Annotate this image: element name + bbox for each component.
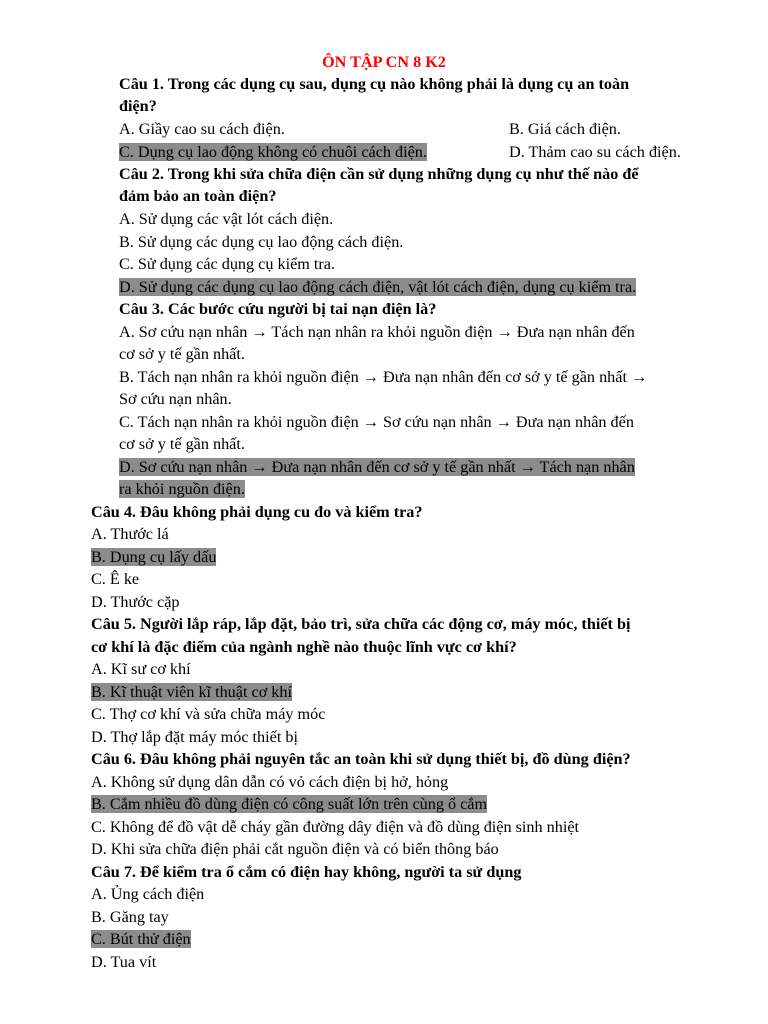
answer-highlight: B. Cắm nhiều đồ dùng điện có công suất lớn trên cùng ổ cắm (91, 795, 488, 813)
question-1-line-1: Câu 1. Trong các dụng cụ sau, dụng cụ nào không phải là dụng cụ an toàn (119, 75, 630, 93)
question-5-line-1: Câu 5. Người lắp ráp, lắp đặt, bảo trì, sửa chữa các động cơ, máy móc, thiết bị (91, 615, 631, 633)
question-6-option-b (91, 793, 487, 815)
question-1-option-a: A. Giầy cao su cách điện. (119, 120, 285, 138)
question-4-option-c: C. Ê ke (91, 570, 140, 588)
question-3-option-b-line-2: Sơ cứu nạn nhân. (119, 390, 232, 408)
question-6-option-c: C. Không để đồ vật dễ cháy gần đường dây điện và đồ dùng điện sinh nhiệt (91, 818, 580, 836)
answer-highlight: C. Dụng cụ lao động không có chuôi cách điện. (119, 143, 427, 161)
question-3-option-c-line-2: cơ sở y tế gần nhất. (119, 435, 245, 453)
question-5-option-d: D. Thợ lắp đặt máy móc thiết bị (91, 728, 298, 746)
question-2-option-b: B. Sử dụng các dụng cụ lao động cách điện. (119, 233, 404, 251)
question-3-option-d-line-2 (119, 478, 245, 500)
question-3-line-1: Câu 3. Các bước cứu người bị tai nạn điện là? (119, 300, 437, 318)
answer-highlight: D. Sử dụng các dụng cụ lao động cách điện, vật lót cách điện, dụng cụ kiểm tra. (119, 278, 637, 296)
question-3-option-a-line-1: A. Sơ cứu nạn nhân → Tách nạn nhân ra khỏi nguồn điện → Đưa nạn nhân đến (119, 323, 635, 341)
question-5-option-b (91, 681, 292, 703)
question-6-option-a: A. Không sử dụng dân dẫn có vỏ cách điện bị hở, hỏng (91, 773, 449, 791)
question-4-option-d: D. Thước cặp (91, 593, 180, 611)
question-4-option-a: A. Thước lá (91, 525, 169, 543)
page-title: ÔN TẬP CN 8 K2 (322, 53, 446, 71)
question-7-option-b: B. Găng tay (91, 908, 169, 926)
answer-highlight: B. Dụng cụ lấy dấu (91, 548, 217, 566)
question-4-option-b (91, 546, 216, 568)
answer-highlight: C. Bút thử điện (91, 930, 191, 948)
question-3-option-a-line-2: cơ sở y tế gần nhất. (119, 345, 245, 363)
question-3-option-d-line-1 (119, 456, 635, 478)
question-2-line-1: Câu 2. Trong khi sửa chữa điện cần sử dụng những dụng cụ như thế nào để (119, 165, 639, 183)
question-2-option-a: A. Sử dụng các vật lót cách điện. (119, 210, 334, 228)
question-1-option-c (119, 141, 427, 163)
question-4-line-1: Câu 4. Đâu không phải dụng cu đo và kiểm tra? (91, 503, 423, 521)
question-1-option-b: B. Giá cách điện. (509, 120, 621, 138)
question-7-option-d: D. Tua vít (91, 953, 157, 971)
question-1-line-2: điện? (119, 97, 157, 115)
question-5-line-2: cơ khí là đặc điểm của ngành nghề nào thuộc lĩnh vực cơ khí? (91, 638, 517, 656)
question-5-option-c: C. Thợ cơ khí và sửa chữa máy móc (91, 705, 326, 723)
question-5-option-a: A. Kĩ sư cơ khí (91, 660, 191, 678)
question-6-option-d: D. Khi sửa chữa điện phải cắt nguồn điện và có biển thông báo (91, 840, 499, 858)
question-2-line-2: đảm bảo an toàn điện? (119, 187, 277, 205)
answer-highlight: D. Sơ cứu nạn nhân → Đưa nạn nhân đến cơ sở y tế gần nhất → Tách nạn nhân (119, 458, 635, 476)
question-2-option-c: C. Sử dụng các dụng cụ kiểm tra. (119, 255, 336, 273)
question-3-option-c-line-1: C. Tách nạn nhân ra khỏi nguồn điện → Sơ cứu nạn nhân → Đưa nạn nhân đến (119, 413, 634, 431)
question-1-option-d: D. Thảm cao su cách điện. (509, 143, 681, 161)
question-7-line-1: Câu 7. Để kiểm tra ổ cắm có điện hay không, người ta sử dụng (91, 863, 522, 881)
answer-highlight: B. Kĩ thuật viên kĩ thuật cơ khí (91, 683, 292, 701)
question-3-option-b-line-1: B. Tách nạn nhân ra khỏi nguồn điện → Đưa nạn nhân đến cơ sở y tế gần nhất → (119, 368, 648, 386)
answer-highlight: ra khỏi nguồn điện. (119, 480, 245, 498)
question-2-option-d (119, 276, 636, 298)
question-6-line-1: Câu 6. Đâu không phải nguyên tắc an toàn khi sử dụng thiết bị, đồ dùng điện? (91, 750, 631, 768)
question-7-option-c (91, 928, 191, 950)
question-7-option-a: A. Ủng cách điện (91, 885, 205, 903)
